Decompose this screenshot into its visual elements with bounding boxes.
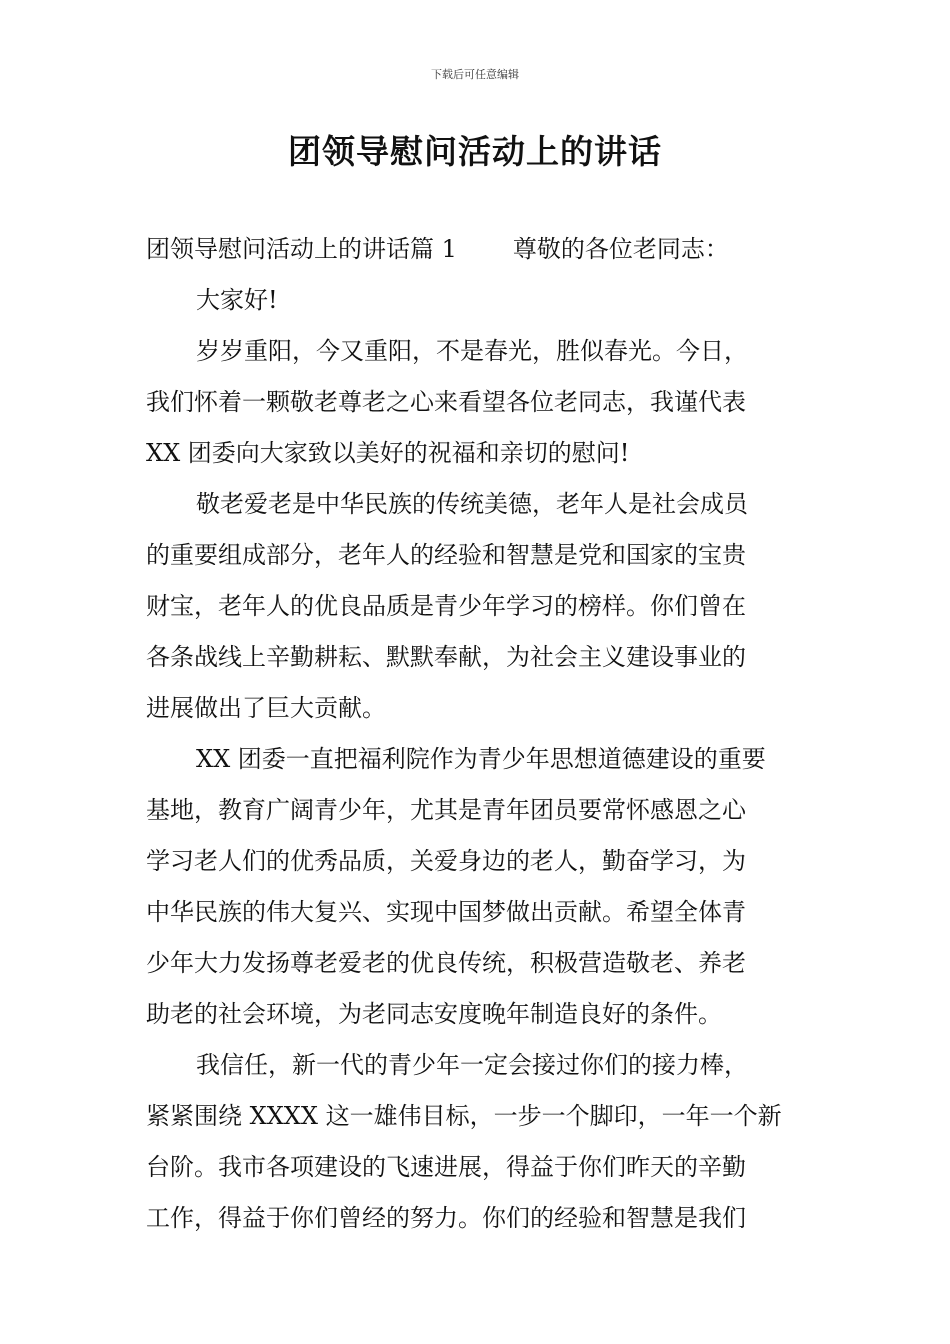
document-title: 团领导慰问活动上的讲话 [288, 132, 662, 171]
paragraph-line: 岁岁重阳，今又重阳，不是春光，胜似春光。今日， [196, 337, 748, 365]
paragraph-line: 我们怀着一颗敬老尊老之心来看望各位老同志，我谨代表 [146, 388, 746, 416]
paragraph-line: 紧紧围绕 XXXX 这一雄伟目标，一步一个脚印，一年一个新 [146, 1102, 782, 1130]
paragraph-line: 敬老爱老是中华民族的传统美德，老年人是社会成员 [196, 490, 748, 518]
paragraph-line: 财宝，老年人的优良品质是青少年学习的榜样。你们曾在 [146, 592, 746, 620]
paragraph-line: XX 团委一直把福利院作为青少年思想道德建设的重要 [196, 745, 766, 773]
paragraph-line: 中华民族的伟大复兴、实现中国梦做出贡献。希望全体青 [146, 898, 746, 926]
paragraph-line: 工作，得益于你们曾经的努力。你们的经验和智慧是我们 [146, 1204, 746, 1232]
paragraph-line: 学习老人们的优秀品质，关爱身边的老人，勤奋学习，为 [146, 847, 746, 875]
paragraph-line: XX 团委向大家致以美好的祝福和亲切的慰问! [146, 439, 630, 467]
document-body [146, 224, 808, 1244]
paragraph-line: 的重要组成部分，老年人的经验和智慧是党和国家的宝贵 [146, 541, 746, 569]
paragraph-line: 大家好! [196, 286, 278, 314]
paragraph-line: 少年大力发扬尊老爱老的优良传统，积极营造敬老、养老 [146, 949, 746, 977]
opening-line [146, 224, 808, 275]
paragraph-line: 台阶。我市各项建设的飞速进展，得益于你们昨天的辛勤 [146, 1153, 746, 1181]
salutation: 尊敬的各位老同志： [512, 235, 729, 263]
paragraph-line: 基地，教育广阔青少年，尤其是青年团员要常怀感恩之心 [146, 796, 746, 824]
paragraph-line: 进展做出了巨大贡献。 [146, 694, 386, 722]
section-label: 团领导慰问活动上的讲话篇 1 [146, 235, 457, 263]
page-header-note: 下载后可任意编辑 [431, 68, 519, 81]
paragraph-line: 助老的社会环境，为老同志安度晚年制造良好的条件。 [146, 1000, 722, 1028]
paragraph-line: 各条战线上辛勤耕耘、默默奉献，为社会主义建设事业的 [146, 643, 746, 671]
paragraph-line: 我信任，新一代的青少年一定会接过你们的接力棒， [196, 1051, 748, 1079]
